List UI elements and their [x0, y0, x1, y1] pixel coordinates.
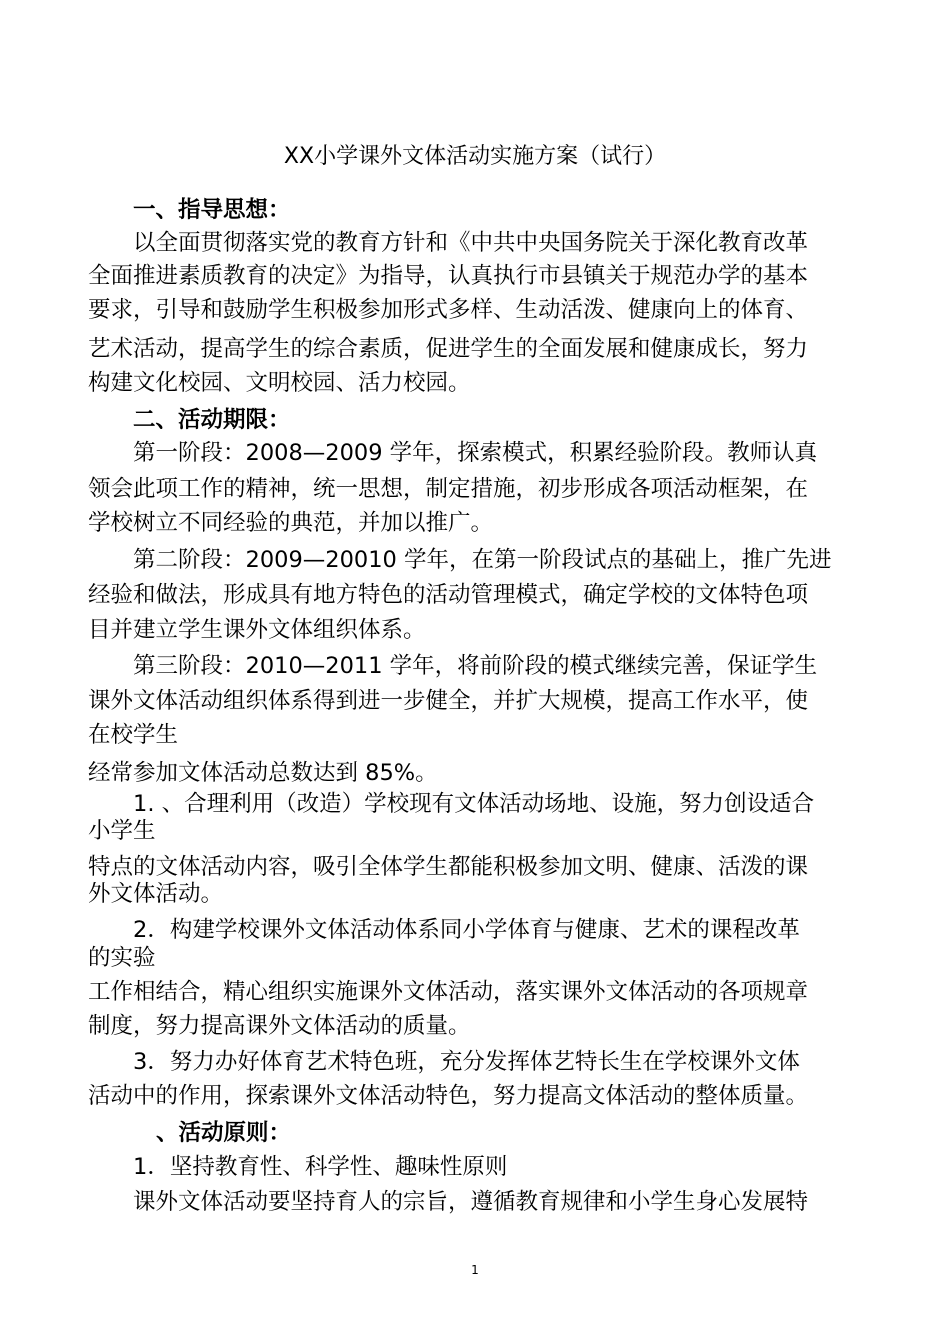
list-item-3: 3．努力办好体育艺术特色班，充分发挥体艺特长生在学校课外文体: [133, 1049, 800, 1075]
paragraph-line: 课外文体活动组织体系得到进一步健全，并扩大规模，提高工作水平，使: [88, 688, 809, 714]
paragraph-line: 学校树立不同经验的典范，并加以推广。: [88, 510, 494, 536]
paragraph-line: 以全面贯彻落实党的教育方针和《中共中央国务院关于深化教育改革: [133, 230, 809, 256]
paragraph-line: 目并建立学生课外文体组织体系。: [88, 617, 426, 643]
paragraph-line: 特点的文体活动内容，吸引全体学生都能积极参加文明、健康、活泼的课: [88, 854, 809, 880]
list-item-1: 1. 、合理利用（改造）学校现有文体活动场地、设施，努力创设适合: [133, 791, 815, 817]
paragraph-line: 第二阶段：2009—20010 学年，在第一阶段试点的基础上，推广先进: [133, 547, 832, 573]
paragraph-line: 构建文化校园、文明校园、活力校园。: [88, 370, 471, 396]
document-title: XX小学课外文体活动实施方案（试行）: [283, 144, 667, 169]
paragraph-line: 领会此项工作的精神，统一思想，制定措施，初步形成各项活动框架，在: [88, 476, 809, 502]
paragraph-line: 第一阶段：2008—2009 学年，探索模式，积累经验阶段。教师认真: [133, 440, 818, 466]
section-heading-principle: 、活动原则：: [156, 1120, 292, 1146]
paragraph-line: 经验和做法，形成具有地方特色的活动管理模式，确定学校的文体特色项: [88, 582, 809, 608]
page-number: 1: [471, 1263, 479, 1277]
paragraph-line: 的实验: [88, 945, 156, 971]
principle-title: 1．坚持教育性、科学性、趣味性原则: [133, 1154, 508, 1180]
paragraph-line: 经常参加文体活动总数达到 85%。: [88, 760, 438, 786]
paragraph-line: 在校学生: [88, 722, 179, 748]
paragraph-line: 要求，引导和鼓励学生积极参加形式多样、生动活泼、健康向上的体育、: [88, 297, 809, 323]
paragraph-line: 全面推进素质教育的决定》为指导，认真执行市县镇关于规范办学的基本: [88, 263, 809, 289]
paragraph-line: 第三阶段：2010—2011 学年，将前阶段的模式继续完善，保证学生: [133, 653, 818, 679]
section-heading-period: 二、活动期限：: [133, 407, 291, 433]
paragraph-line: 外文体活动。: [88, 881, 224, 907]
paragraph-line: 活动中的作用，探索课外文体活动特色，努力提高文体活动的整体质量。: [88, 1083, 809, 1109]
paragraph-line: 小学生: [88, 818, 156, 844]
list-item-2: 2．构建学校课外文体活动体系同小学体育与健康、艺术的课程改革: [133, 917, 800, 943]
section-heading-guiding: 一、指导思想：: [133, 197, 291, 223]
paragraph-line: 课外文体活动要坚持育人的宗旨，遵循教育规律和小学生身心发展特: [133, 1189, 809, 1215]
paragraph-line: 制度，努力提高课外文体活动的质量。: [88, 1013, 471, 1039]
paragraph-line: 艺术活动，提高学生的综合素质，促进学生的全面发展和健康成长，努力: [88, 336, 809, 362]
paragraph-line: 工作相结合，精心组织实施课外文体活动，落实课外文体活动的各项规章: [88, 979, 809, 1005]
